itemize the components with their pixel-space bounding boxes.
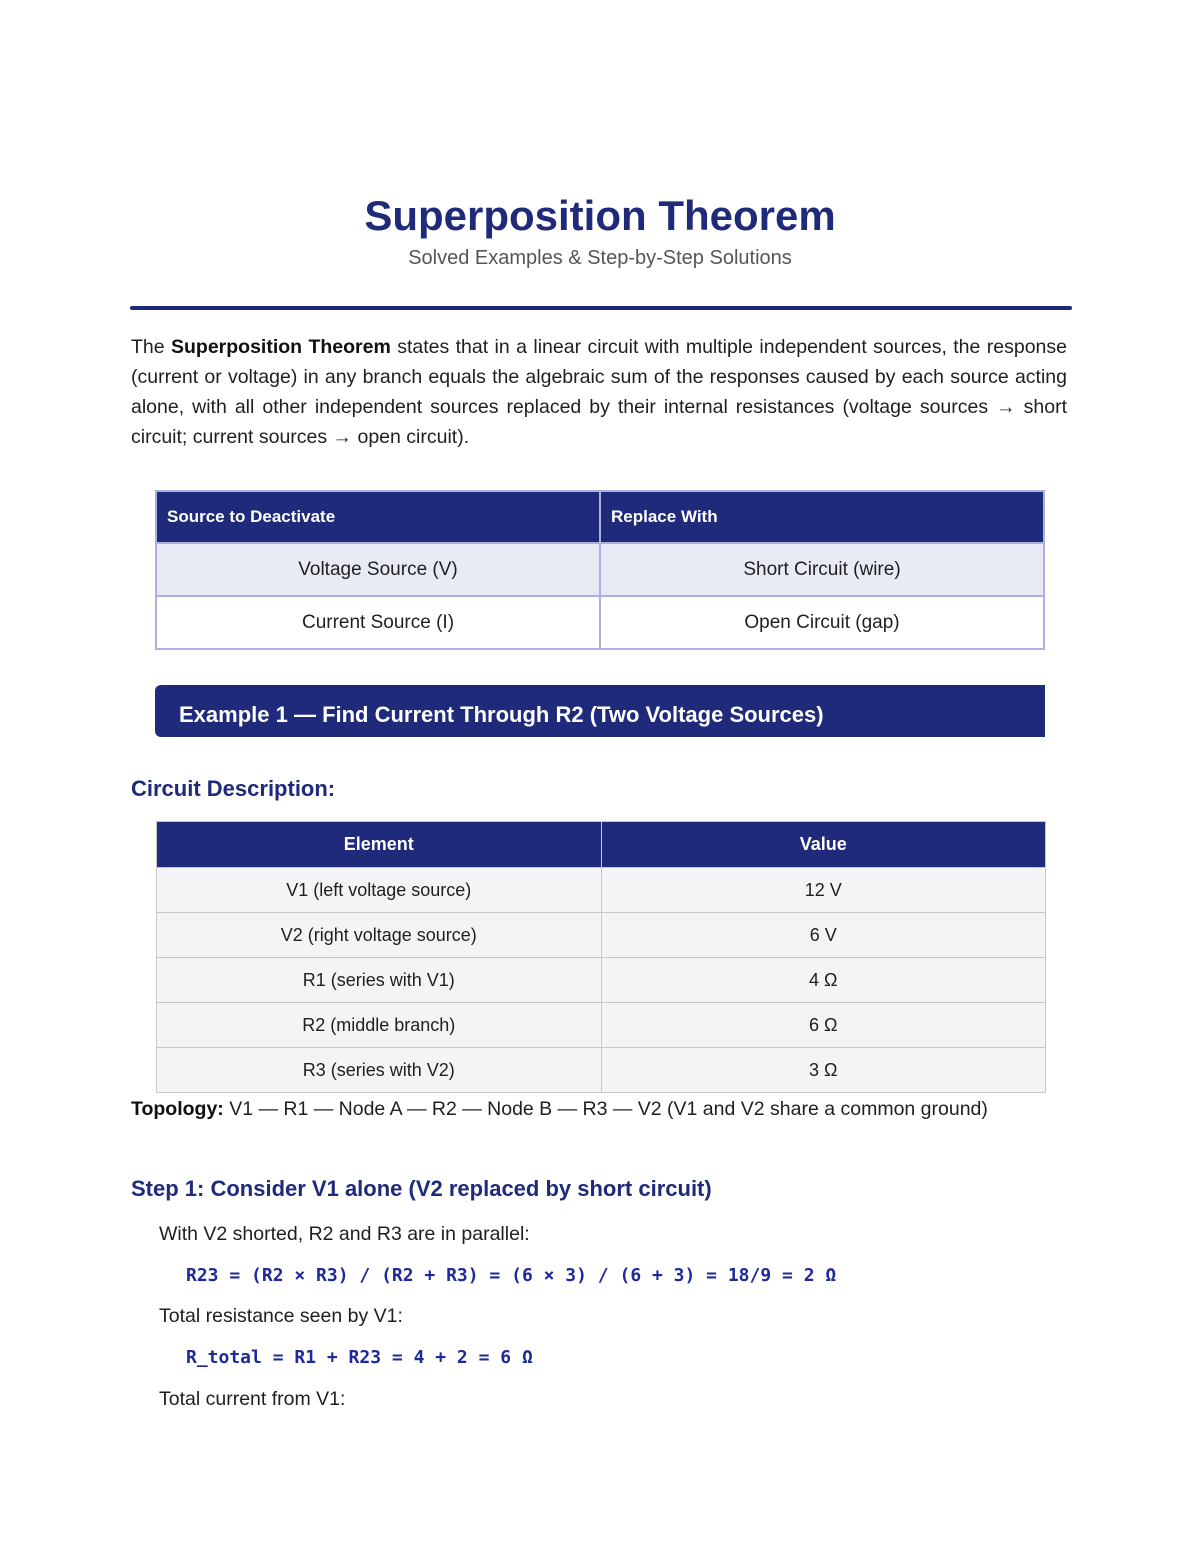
step1-line1: With V2 shorted, R2 and R3 are in parallel:	[159, 1223, 530, 1245]
example-banner-title: Example 1 — Find Current Through R2 (Two Voltage Sources)	[179, 702, 824, 727]
page-title: Superposition Theorem	[364, 192, 836, 239]
table-header-row	[157, 822, 1046, 868]
step1-heading: Step 1: Consider V1 alone (V2 replaced by short circuit)	[131, 1176, 712, 1201]
table-row	[157, 1048, 1046, 1093]
page-subtitle: Solved Examples & Step-by-Step Solutions	[408, 247, 792, 269]
table-row	[157, 868, 1046, 913]
column-header: Source to Deactivate	[156, 491, 600, 543]
table-cell: Short Circuit (wire)	[600, 543, 1044, 596]
intro-prefix: The	[131, 336, 171, 358]
table-row	[157, 958, 1046, 1003]
table-row	[156, 543, 1044, 596]
step1-line3: Total current from V1:	[159, 1388, 346, 1410]
table-cell: V2 (right voltage source)	[157, 913, 602, 958]
table-cell: 4 Ω	[601, 958, 1046, 1003]
column-header: Replace With	[600, 491, 1044, 543]
column-header: Element	[157, 822, 602, 868]
formula-r23: R23 = (R2 × R3) / (R2 + R3) = (6 × 3) / (6 + 3) = 18/9 = 2 Ω	[186, 1265, 837, 1286]
example-banner	[155, 685, 1045, 737]
table-cell: R1 (series with V1)	[157, 958, 602, 1003]
table-cell: V1 (left voltage source)	[157, 868, 602, 913]
table-row	[157, 913, 1046, 958]
table-cell: Current Source (I)	[156, 596, 600, 649]
intro-paragraph	[131, 332, 1067, 452]
table-cell: R2 (middle branch)	[157, 1003, 602, 1048]
column-header: Value	[601, 822, 1046, 868]
title-divider	[130, 306, 1072, 310]
topology-line	[131, 1096, 988, 1122]
step1-line2: Total resistance seen by V1:	[159, 1305, 403, 1327]
table-header-row	[156, 491, 1044, 543]
formula-rtotal: R_total = R1 + R23 = 4 + 2 = 6 Ω	[186, 1347, 533, 1368]
table-row	[157, 1003, 1046, 1048]
table-cell: Open Circuit (gap)	[600, 596, 1044, 649]
topology-label: Topology:	[131, 1098, 224, 1120]
table-cell: Voltage Source (V)	[156, 543, 600, 596]
element-table	[156, 821, 1046, 1093]
table-cell: 12 V	[601, 868, 1046, 913]
table-cell: 6 V	[601, 913, 1046, 958]
table-cell: 6 Ω	[601, 1003, 1046, 1048]
intro-rest: states that in a linear circuit with multiple independent sources, the response (current or voltage) in any branch equals the algebraic sum of the responses caused by each source acting alone, with all other independent sources replaced by their internal resistances (voltage sources → short circuit; current sources → open circuit).	[131, 336, 1067, 448]
topology-text: V1 — R1 — Node A — R2 — Node B — R3 — V2 (V1 and V2 share a common ground)	[223, 1098, 988, 1120]
table-cell: 3 Ω	[601, 1048, 1046, 1093]
table-cell: R3 (series with V2)	[157, 1048, 602, 1093]
circuit-description-heading: Circuit Description:	[131, 776, 336, 801]
deactivation-table	[155, 490, 1045, 650]
table-row	[156, 596, 1044, 649]
intro-bold-term: Superposition Theorem	[171, 336, 391, 358]
